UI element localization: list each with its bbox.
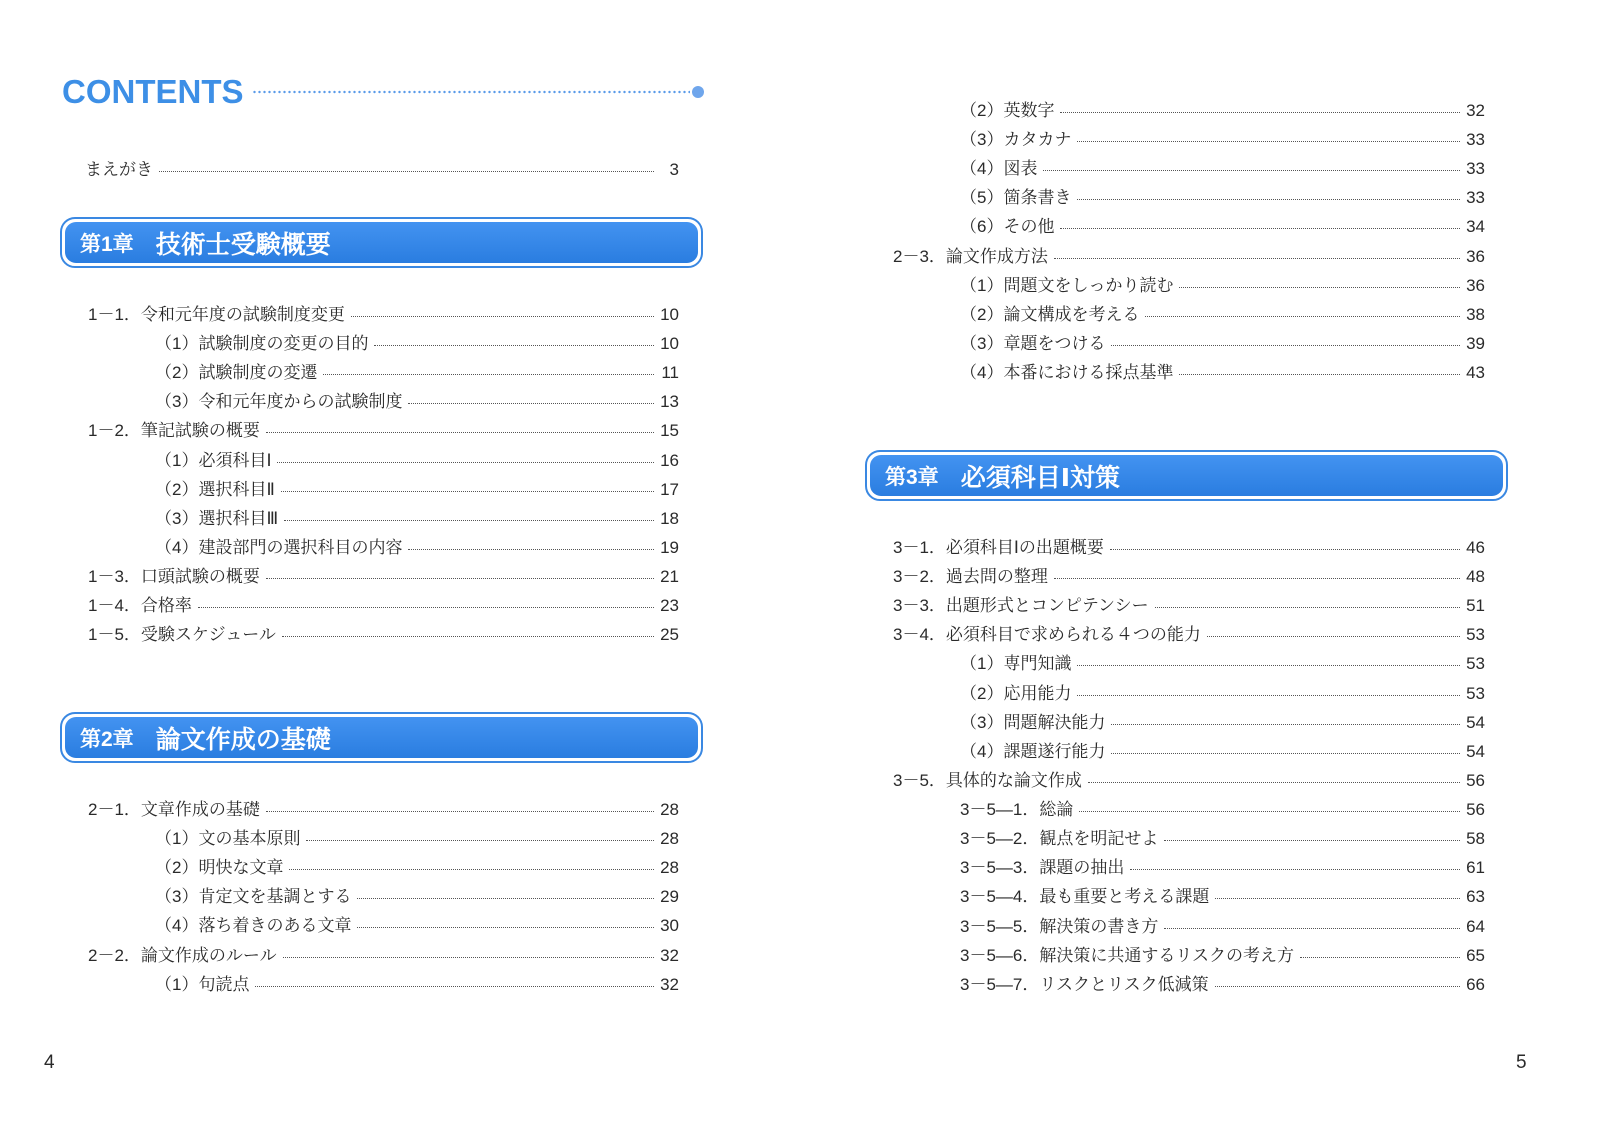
toc-subsection-entry — [155, 973, 679, 997]
entry-title: （2）選択科目Ⅱ — [155, 479, 275, 499]
entry-page-number: 34 — [1466, 217, 1485, 237]
entry-title: 2－3．論文作成方法 — [893, 246, 1048, 266]
toc-subsection-entry — [960, 711, 1485, 735]
entry-page-number: 10 — [660, 334, 679, 354]
entry-title: （5）箇条書き — [960, 188, 1072, 208]
toc-subsection-entry — [155, 332, 679, 356]
entry-page-number: 61 — [1466, 858, 1485, 878]
entry-title: （4）図表 — [960, 159, 1038, 179]
entry-title: 1－5．受験スケジュール — [88, 625, 276, 645]
entry-page-number: 46 — [1466, 538, 1485, 557]
dot-leader — [1111, 345, 1460, 346]
toc-subsection-entry — [960, 332, 1485, 356]
entry-page-number: 32 — [660, 974, 679, 994]
toc-subsection-entry — [960, 944, 1485, 968]
chapter-title: 必須科目Ⅰ対策 — [960, 463, 1120, 492]
dot-leader — [266, 811, 654, 812]
entry-title: 1－1．令和元年度の試験制度変更 — [88, 305, 345, 324]
entry-title: 3－3．出題形式とコンピテンシー — [893, 596, 1149, 616]
entry-title: 3－5—7．リスクとリスク低減策 — [960, 974, 1209, 994]
dot-leader — [1300, 957, 1460, 958]
dot-leader — [281, 491, 654, 492]
dot-leader — [1111, 724, 1460, 725]
entry-page-number: 48 — [1466, 567, 1485, 587]
entry-title: 1－2．筆記試験の概要 — [88, 421, 260, 441]
dot-leader — [1054, 578, 1460, 579]
entry-title: （2）論文構成を考える — [960, 304, 1140, 324]
chapter-banner-fill — [65, 222, 698, 263]
entry-title: まえがき — [85, 160, 153, 179]
entry-page-number: 17 — [660, 479, 679, 499]
dot-leader — [1179, 287, 1460, 288]
chapter-banner-fill — [870, 455, 1503, 496]
dot-leader — [408, 549, 654, 550]
toc-section-entry — [893, 245, 1485, 269]
entry-title: （1）専門知識 — [960, 654, 1072, 674]
entry-page-number: 15 — [660, 421, 679, 441]
toc-subsection-entry — [960, 973, 1485, 997]
entry-title: （3）問題解決能力 — [960, 712, 1106, 732]
dot-leader — [357, 898, 654, 899]
dot-leader — [282, 636, 654, 637]
entry-page-number: 33 — [1466, 130, 1485, 150]
toc-section-entry — [893, 565, 1485, 589]
entry-title: （3）選択科目Ⅲ — [155, 508, 279, 528]
entry-page-number: 53 — [1466, 654, 1485, 674]
entry-title: 3－5—3．課題の抽出 — [960, 858, 1125, 878]
dot-leader — [1077, 695, 1460, 696]
dot-leader — [289, 869, 654, 870]
entry-title: （2）明快な文章 — [155, 858, 284, 878]
entry-page-number: 32 — [1466, 101, 1485, 120]
entry-title: （1）句読点 — [155, 974, 250, 994]
entry-title: 3－5—5．解決策の書き方 — [960, 916, 1159, 936]
toc-section-entry — [893, 594, 1485, 618]
entry-page-number: 56 — [1466, 800, 1485, 820]
dot-leader — [1164, 840, 1460, 841]
entry-title: 3－5—2．観点を明記せよ — [960, 829, 1159, 849]
chapter-number: 第3章 — [885, 465, 939, 489]
toc-section-entry — [88, 798, 679, 822]
entry-title: （4）建設部門の選択科目の内容 — [155, 537, 403, 557]
toc-subsection-entry — [155, 856, 679, 880]
dot-leader — [266, 578, 654, 579]
dot-leader — [1079, 811, 1460, 812]
title-rule-end-dot — [692, 86, 704, 98]
entry-page-number: 3 — [669, 160, 679, 179]
entry-page-number: 65 — [1466, 945, 1485, 965]
toc-subsection-entry — [960, 215, 1485, 239]
dot-leader — [277, 462, 654, 463]
dot-leader — [1215, 986, 1460, 987]
entry-page-number: 10 — [660, 305, 679, 324]
toc-section-entry — [893, 769, 1485, 793]
toc-subsection-entry — [960, 274, 1485, 298]
dot-leader — [1164, 928, 1460, 929]
chapter-title: 論文作成の基礎 — [155, 725, 331, 754]
dot-leader — [159, 171, 654, 172]
entry-title: 1－4．合格率 — [88, 596, 192, 616]
entry-title: 3－4．必須科目で求められる４つの能力 — [893, 625, 1201, 645]
entry-page-number: 58 — [1466, 829, 1485, 849]
dot-leader — [351, 316, 654, 317]
entry-page-number: 23 — [660, 596, 679, 616]
entry-page-number: 28 — [660, 800, 679, 819]
entry-title: （4）落ち着きのある文章 — [155, 916, 352, 936]
dot-leader — [1077, 199, 1460, 200]
entry-title: （3）カタカナ — [960, 130, 1072, 150]
toc-subsection-entry — [960, 885, 1485, 909]
entry-page-number: 54 — [1466, 712, 1485, 732]
entry-page-number: 66 — [1466, 974, 1485, 994]
entry-title: 3－5．具体的な論文作成 — [893, 770, 1082, 790]
entry-title: （2）英数字 — [960, 101, 1055, 120]
entry-title: （4）本番における採点基準 — [960, 363, 1174, 383]
dot-leader — [1110, 549, 1460, 550]
entry-title: 3－1．必須科目Ⅰの出題概要 — [893, 538, 1104, 557]
toc-subsection-entry — [155, 449, 679, 473]
entry-page-number: 25 — [660, 625, 679, 645]
toc-subsection-entry — [960, 157, 1485, 181]
toc-subsection-entry — [155, 885, 679, 909]
toc-subsection-entry — [960, 652, 1485, 676]
entry-page-number: 36 — [1466, 246, 1485, 266]
dot-leader — [1077, 665, 1460, 666]
entry-title: 3－5—1．総論 — [960, 800, 1074, 820]
entry-page-number: 28 — [660, 829, 679, 849]
chapter-banner-fill — [65, 717, 698, 758]
dot-leader — [408, 403, 654, 404]
toc-subsection-entry — [960, 827, 1485, 851]
entry-page-number: 54 — [1466, 741, 1485, 761]
toc-subsection-entry — [960, 915, 1485, 939]
dot-leader — [1111, 753, 1460, 754]
dot-leader — [323, 374, 654, 375]
toc-section-entry — [88, 303, 679, 327]
toc-subsection-entry — [960, 856, 1485, 880]
toc-section-entry — [88, 419, 679, 443]
toc-section-entry — [893, 623, 1485, 647]
entry-page-number: 19 — [660, 537, 679, 557]
toc-section-entry — [88, 594, 679, 618]
chapter-3-banner — [865, 450, 1508, 501]
entry-page-number: 30 — [660, 916, 679, 936]
toc-subsection-entry — [960, 740, 1485, 764]
dot-leader — [1207, 636, 1460, 637]
toc-subsection-entry — [960, 186, 1485, 210]
entry-title: （2）応用能力 — [960, 683, 1072, 703]
dot-leader — [198, 607, 654, 608]
dot-leader — [1054, 258, 1460, 259]
toc-subsection-entry — [155, 914, 679, 938]
toc-subsection-entry — [960, 128, 1485, 152]
dot-leader — [1155, 607, 1460, 608]
toc-subsection-entry — [155, 390, 679, 414]
entry-page-number: 53 — [1466, 625, 1485, 645]
dot-leader — [1043, 170, 1460, 171]
chapter-number: 第2章 — [80, 727, 134, 751]
page-number-left: 4 — [44, 1052, 55, 1073]
entry-page-number: 51 — [1466, 596, 1485, 616]
toc-subsection-entry — [155, 478, 679, 502]
entry-page-number: 53 — [1466, 683, 1485, 703]
entry-title: 3－5—6．解決策に共通するリスクの考え方 — [960, 945, 1295, 965]
title-dotted-rule — [252, 90, 690, 94]
dot-leader — [1060, 228, 1460, 229]
dot-leader — [1060, 112, 1460, 113]
entry-title: （1）必須科目Ⅰ — [155, 450, 272, 470]
entry-page-number: 33 — [1466, 159, 1485, 179]
toc-subsection-entry — [960, 99, 1485, 123]
entry-page-number: 21 — [660, 567, 679, 587]
toc-subsection-entry — [155, 361, 679, 385]
chapter-2-banner — [60, 712, 703, 763]
toc-subsection-entry — [155, 536, 679, 560]
dot-leader — [1215, 898, 1460, 899]
entry-title: 3－5—4．最も重要と考える課題 — [960, 887, 1210, 907]
entry-page-number: 11 — [661, 363, 679, 383]
dot-leader — [1145, 316, 1460, 317]
entry-title: 3－2．過去問の整理 — [893, 567, 1048, 587]
entry-title: （2）試験制度の変遷 — [155, 363, 318, 383]
page-number-right: 5 — [1516, 1052, 1527, 1073]
dot-leader — [306, 840, 654, 841]
toc-preface-entry — [85, 158, 679, 182]
entry-page-number: 32 — [660, 945, 679, 965]
toc-subsection-entry — [155, 827, 679, 851]
entry-title: （1）試験制度の変更の目的 — [155, 334, 369, 354]
chapter-1-banner — [60, 217, 703, 268]
contents-title: CONTENTS — [62, 73, 244, 110]
entry-title: （3）肯定文を基調とする — [155, 887, 352, 907]
entry-title: 2－2．論文作成のルール — [88, 945, 277, 965]
dot-leader — [1130, 869, 1460, 870]
entry-title: 2－1．文章作成の基礎 — [88, 800, 260, 819]
entry-page-number: 16 — [660, 450, 679, 470]
entry-title: 1－3．口頭試験の概要 — [88, 567, 260, 587]
entry-page-number: 39 — [1466, 333, 1485, 353]
entry-page-number: 28 — [660, 858, 679, 878]
toc-subsection-entry — [960, 682, 1485, 706]
entry-page-number: 43 — [1466, 363, 1485, 383]
dot-leader — [255, 986, 654, 987]
toc-subsection-entry — [960, 798, 1485, 822]
entry-title: （4）課題遂行能力 — [960, 741, 1106, 761]
dot-leader — [1179, 374, 1460, 375]
toc-section-entry — [88, 944, 679, 968]
entry-title: （3）令和元年度からの試験制度 — [155, 392, 403, 412]
right-page — [800, 0, 1600, 1135]
entry-title: （3）章題をつける — [960, 333, 1106, 353]
entry-page-number: 63 — [1466, 887, 1485, 907]
dot-leader — [284, 520, 654, 521]
entry-title: （1）文の基本原則 — [155, 829, 301, 849]
toc-section-entry — [88, 565, 679, 589]
toc-subsection-entry — [960, 361, 1485, 385]
entry-page-number: 56 — [1466, 770, 1485, 790]
toc-subsection-entry — [155, 507, 679, 531]
entry-page-number: 38 — [1466, 304, 1485, 324]
toc-section-entry — [893, 536, 1485, 560]
dot-leader — [1077, 141, 1460, 142]
entry-page-number: 13 — [660, 392, 679, 412]
toc-subsection-entry — [960, 303, 1485, 327]
chapter-title: 技術士受験概要 — [155, 230, 331, 259]
entry-page-number: 64 — [1466, 916, 1485, 936]
dot-leader — [283, 957, 654, 958]
entry-page-number: 33 — [1466, 188, 1485, 208]
dot-leader — [1088, 782, 1460, 783]
entry-page-number: 36 — [1466, 275, 1485, 295]
entry-page-number: 18 — [660, 508, 679, 528]
entry-title: （1）問題文をしっかり読む — [960, 275, 1174, 295]
chapter-number: 第1章 — [80, 232, 134, 256]
dot-leader — [374, 345, 654, 346]
entry-page-number: 29 — [660, 887, 679, 907]
dot-leader — [357, 927, 654, 928]
dot-leader — [266, 432, 654, 433]
toc-section-entry — [88, 623, 679, 647]
entry-title: （6）その他 — [960, 217, 1055, 237]
